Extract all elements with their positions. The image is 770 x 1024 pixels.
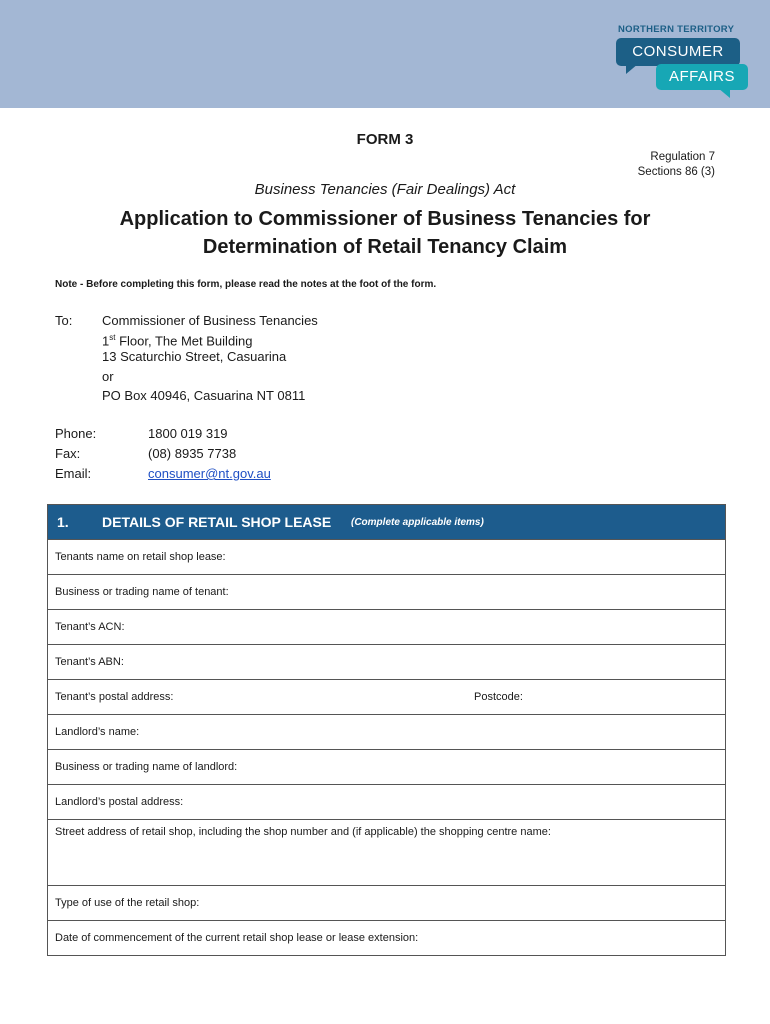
logo-bubble-tail-1 [626,64,638,74]
field-label: Landlord’s name: [55,726,140,738]
field-tenant-acn[interactable] [48,609,725,644]
phone-row [55,426,455,446]
floor-building: Floor, The Met Building [115,332,253,348]
field-label: Tenant’s postal address: [55,691,174,703]
instruction-note: Note - Before completing this form, please read the notes at the foot of the form. [55,279,437,290]
fax-label: Fax: [55,446,81,461]
email-label: Email: [55,466,92,481]
title-line-1: Application to Commissioner of Business Tenancies for [119,208,651,230]
consumer-affairs-logo [616,24,750,102]
field-label: Tenants name on retail shop lease: [55,551,226,563]
fax-value: (08) 8935 7738 [148,446,237,461]
field-label: Business or trading name of landlord: [55,761,238,773]
logo-bubble-consumer: CONSUMER [616,38,740,66]
address-line-or: or [102,368,114,384]
address-line-po-box: PO Box 40946, Casuarina NT 0811 [102,388,306,404]
regulation-reference [638,150,715,180]
field-shop-use-type[interactable] [48,885,725,920]
recipient-address [102,313,318,405]
logo-bubble-affairs: AFFAIRS [656,64,748,90]
field-label: Landlord’s postal address: [55,796,184,808]
phone-value: 1800 019 319 [148,426,228,441]
field-tenant-abn[interactable] [48,644,725,679]
email-row [55,466,455,486]
field-label: Tenant’s ABN: [55,656,124,668]
act-name: Business Tenancies (Fair Dealings) Act [254,181,516,198]
section-retail-lease-details [47,504,726,956]
address-line-1: Commissioner of Business Tenancies [102,313,318,328]
floor-suffix: st [109,332,116,342]
field-landlord-name[interactable] [48,714,725,749]
address-line-2 [102,330,318,350]
section-number: 1. [57,514,69,530]
section-header [48,505,725,539]
field-label: Business or trading name of tenant: [55,586,229,598]
field-postcode-label: Postcode: [474,691,523,703]
to-label: To: [55,313,73,328]
section-subtitle: (Complete applicable items) [351,517,484,528]
floor-number: 1 [102,332,110,348]
field-landlord-trading-name[interactable] [48,749,725,784]
title-line-2: Determination of Retail Tenancy Claim [202,236,568,258]
field-tenant-name[interactable] [48,539,725,574]
field-tenant-postal-address[interactable] [48,679,725,714]
page-title [0,205,770,261]
contact-details [55,426,455,486]
regulation-line: Regulation 7 [650,151,715,163]
section-title: DETAILS OF RETAIL SHOP LEASE [102,514,332,530]
field-label: Tenant’s ACN: [55,621,125,633]
email-link[interactable]: consumer@nt.gov.au [148,466,271,481]
field-label: Street address of retail shop, including the shop number and (if applicable) the shopping centre name: [55,826,551,838]
address-line-3: 13 Scaturchio Street, Casuarina [102,349,287,365]
field-label: Date of commencement of the current retail shop lease or lease extension: [55,932,419,944]
phone-label: Phone: [55,426,97,441]
logo-top-text: NORTHERN TERRITORY [618,24,735,35]
field-label: Type of use of the retail shop: [55,897,200,909]
field-landlord-postal-address[interactable] [48,784,725,819]
field-tenant-trading-name[interactable] [48,574,725,609]
logo-bubble-tail-2 [718,88,730,98]
field-lease-commencement-date[interactable] [48,920,725,955]
sections-line: Sections 86 (3) [637,166,715,178]
fax-row [55,446,455,466]
field-shop-street-address[interactable] [48,819,725,885]
form-number: FORM 3 [356,131,414,148]
